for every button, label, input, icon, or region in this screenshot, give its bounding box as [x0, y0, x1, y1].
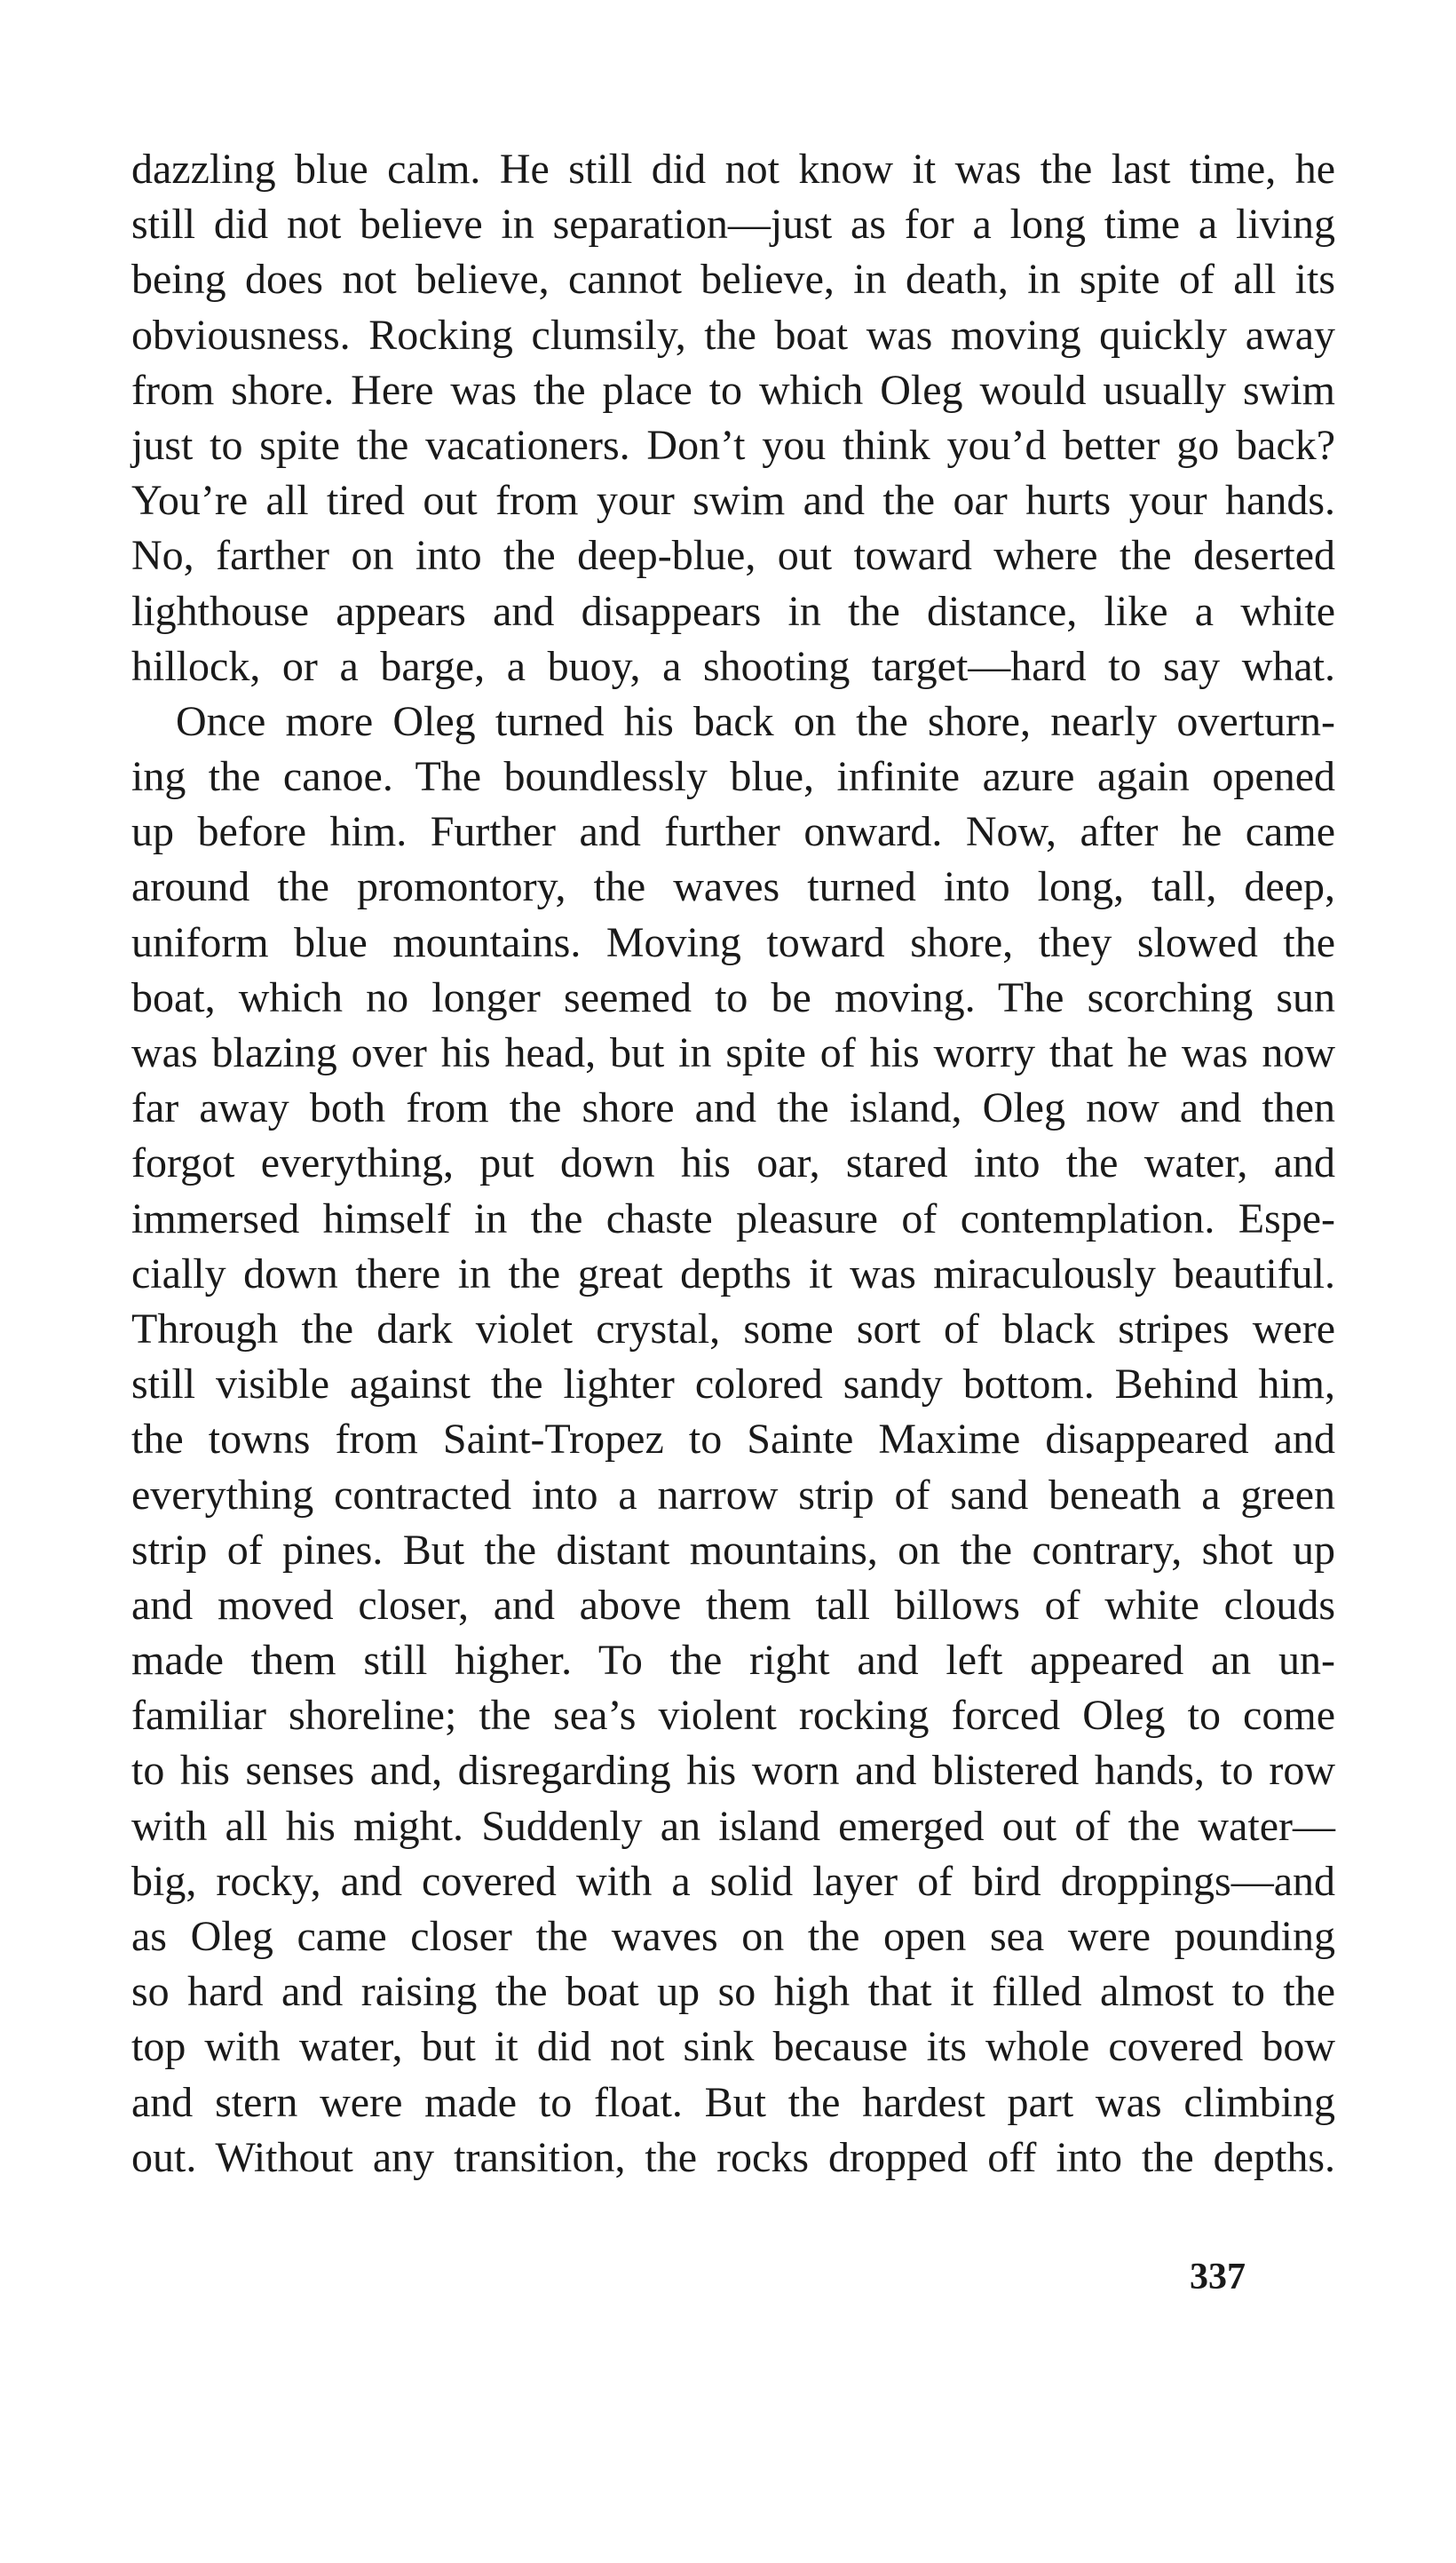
- text-line: from shore. Here was the place to which Oleg would usually swim: [131, 366, 1335, 414]
- text-line: so hard and raising the boat up so high that it filled almost to the: [131, 1968, 1335, 2016]
- text-line: and stern were made to float. But the hardest part was climbing: [131, 2078, 1335, 2126]
- text-line: the towns from Saint-Tropez to Sainte Maxime disappeared and: [131, 1416, 1335, 1464]
- text-line: still did not believe in separation—just as for a long time a living: [131, 201, 1335, 249]
- text-line: up before him. Further and further onward. Now, after he came: [131, 808, 1335, 856]
- text-line: big, rocky, and covered with a solid layer of bird droppings—and: [131, 1857, 1335, 1905]
- text-line: made them still higher. To the right and left appeared an un-: [131, 1637, 1335, 1685]
- text-line: as Oleg came closer the waves on the open sea were pounding: [131, 1913, 1335, 1960]
- text-line: dazzling blue calm. He still did not know it was the last time, he: [131, 146, 1335, 193]
- text-line: just to spite the vacationers. Don’t you think you’d better go back?: [131, 421, 1335, 469]
- text-line: hillock, or a barge, a buoy, a shooting target—hard to say what.: [131, 642, 1335, 690]
- paragraph: [131, 694, 1335, 2186]
- text-line: around the promontory, the waves turned into long, tall, deep,: [131, 863, 1335, 911]
- text-line: familiar shoreline; the sea’s violent rocking forced Oleg to come: [131, 1692, 1335, 1740]
- text-line: No, farther on into the deep-blue, out toward where the deserted: [131, 532, 1335, 580]
- text-line: being does not believe, cannot believe, in death, in spite of all its: [131, 256, 1335, 304]
- page-number: 337: [1190, 2257, 1246, 2297]
- text-line: You’re all tired out from your swim and the oar hurts your hands.: [131, 477, 1335, 525]
- text-line: forgot everything, put down his oar, stared into the water, and: [131, 1139, 1335, 1187]
- text-line: to his senses and, disregarding his worn and blistered hands, to row: [131, 1747, 1335, 1795]
- text-line: and moved closer, and above them tall billows of white clouds: [131, 1581, 1335, 1629]
- text-line: immersed himself in the chaste pleasure of contemplation. Espe-: [131, 1194, 1335, 1242]
- text-line: lighthouse appears and disappears in the distance, like a white: [131, 587, 1335, 635]
- text-line: top with water, but it did not sink because its whole covered bow: [131, 2023, 1335, 2071]
- text-line: was blazing over his head, but in spite of his worry that he was now: [131, 1029, 1335, 1076]
- body-text: [131, 142, 1335, 2186]
- text-line: Through the dark violet crystal, some sort of black stripes were: [131, 1305, 1335, 1353]
- text-line: still visible against the lighter colored sandy bottom. Behind him,: [131, 1361, 1335, 1408]
- text-line: far away both from the shore and the island, Oleg now and then: [131, 1084, 1335, 1132]
- text-line: with all his might. Suddenly an island emerged out of the water—: [131, 1802, 1335, 1850]
- text-line: ing the canoe. The boundlessly blue, infinite azure again opened: [131, 753, 1335, 801]
- text-line: boat, which no longer seemed to be moving. The scorching sun: [131, 973, 1335, 1021]
- text-line: strip of pines. But the distant mountains, on the contrary, shot up: [131, 1526, 1335, 1574]
- text-line: Once more Oleg turned his back on the shore, nearly overturn-: [176, 697, 1335, 745]
- text-line: cially down there in the great depths it was miraculously beautiful.: [131, 1250, 1335, 1297]
- text-line: uniform blue mountains. Moving toward shore, they slowed the: [131, 918, 1335, 966]
- text-line: obviousness. Rocking clumsily, the boat was moving quickly away: [131, 311, 1335, 359]
- text-line: everything contracted into a narrow strip of sand beneath a green: [131, 1471, 1335, 1519]
- paragraph: [131, 142, 1335, 694]
- text-line: out. Without any transition, the rocks dropped off into the depths.: [131, 2133, 1335, 2181]
